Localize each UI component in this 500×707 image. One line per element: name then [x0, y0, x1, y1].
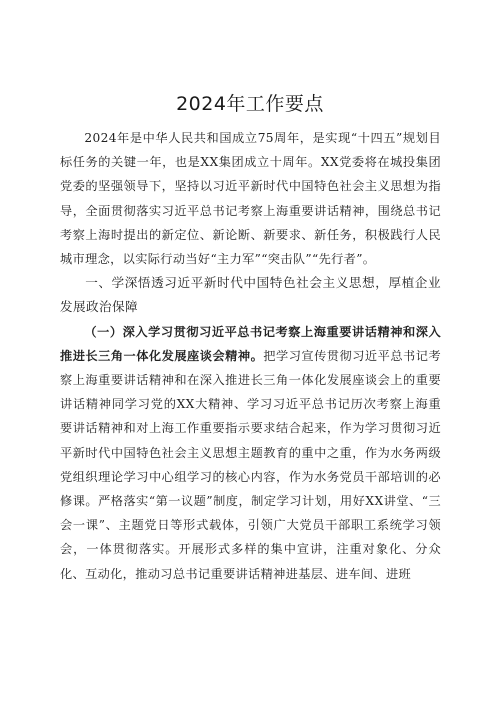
section-heading: 一、学深悟透习近平新时代中国特色社会主义思想，厚植企业发展政治保障 [60, 275, 441, 315]
page-title: 2024年工作要点 [176, 93, 324, 115]
subsection-paragraph [60, 320, 441, 586]
subsection-body: 把学习宣传贯彻习近平总书记考察上海重要讲话精神和在深入推进长三角一体化发展座谈会上的重要讲话精神同学习党的XX大精神、学习习近平总书记历次考察上海重要讲话精神和对上海工作重要指示要求结合起来，作为学习贯彻习近平新时代中国特色社会主义思想主题教育的重中之重，作为水务两级党组织理论学习中心组学习的核心内容，作为水务党员干部培训的必修课。严格落实“第一议题”制度，制定学习计划，用好XX讲堂、“三会一课”、主题党日等形式载体，引领广大党员干部职工系统学习领会，一体贯彻落实。开展形式多样的集中宣讲，注重对象化、分众化、互动化，推动习总书记重要讲话精神进基层、进车间、进班 [60, 348, 441, 581]
document-body [60, 126, 441, 586]
subsection-heading: （一）深入学习贯彻习近平总书记考察上海重要讲话精神和深入推进长三角一体化发展座谈会精神。 [60, 324, 441, 363]
intro-paragraph: 2024年是中华人民共和国成立75周年，是实现“十四五”规划目标任务的关键一年，也是XX集团成立十周年。XX党委将在城投集团党委的坚强领导下，坚持以习近平新时代中国特色社会主义思想为指导，全面贯彻落实习近平总书记考察上海重要讲话精神，围绕总书记考察上海时提出的新定位、新论断、新要求、新任务，积极践行人民城市理念，以实际行动当好“主力军”“突击队”“先行者”。 [60, 131, 441, 267]
